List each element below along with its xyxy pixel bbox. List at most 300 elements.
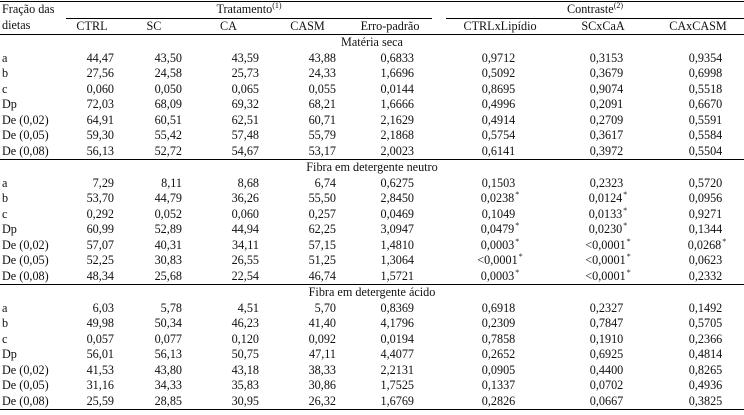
cell-value: 0,1344 (688, 222, 723, 236)
cell-value: 57,15 (308, 237, 336, 252)
treatment-cell (118, 316, 190, 332)
treatment-cell (66, 66, 118, 82)
treatment-label: Tratamento (216, 2, 273, 16)
cell-value: 0,9074 (589, 81, 624, 96)
treatment-cell (190, 82, 267, 98)
cell-value: 0,8265 (688, 362, 723, 377)
contrast-cell (554, 269, 652, 285)
row-label: De (0,05) (2, 378, 49, 392)
row-label: Dp (2, 347, 17, 361)
row-label: c (2, 81, 8, 96)
cell-value: 53,70 (86, 191, 114, 205)
treatment-cell (118, 191, 190, 207)
contrast-label: Contraste (566, 2, 614, 16)
treatment-cell (66, 238, 118, 254)
treatment-cell (190, 191, 267, 207)
treatment-cell (118, 238, 190, 254)
treatment-cell (118, 269, 190, 285)
cell-value: 2,0023 (380, 143, 414, 158)
treatment-cell (267, 363, 348, 379)
cell-value: 44,47 (86, 50, 114, 65)
cell-value: 0,4996 (481, 97, 516, 111)
contrast-cell (446, 301, 554, 317)
cell-value: 0,6998 (688, 66, 723, 80)
cell-value: 34,33 (154, 378, 182, 392)
treatment-cell (348, 113, 432, 129)
treatment-cell (190, 253, 267, 269)
cell-value: 53,17 (308, 143, 336, 158)
cell-value: 44,79 (154, 191, 182, 205)
treatment-cell (190, 176, 267, 192)
table-row (0, 207, 744, 223)
cell-value: 0,2709 (589, 112, 624, 127)
cell-value: 0,0124 (588, 191, 623, 205)
contrast-cell (652, 144, 744, 160)
contrast-cell (446, 378, 554, 394)
cell-value: 36,26 (231, 191, 259, 205)
cell-value: 59,30 (86, 128, 114, 142)
treatment-cell (190, 144, 267, 160)
cell-value: 1,6769 (380, 393, 414, 408)
treatment-cell (190, 128, 267, 144)
cell-value: 0,6833 (380, 50, 414, 65)
cell-value: 4,4077 (380, 347, 414, 361)
contrast-cell (446, 176, 554, 192)
cell-value: 41,53 (86, 362, 114, 377)
contrast-cell (652, 394, 744, 410)
contrast-cell (652, 113, 744, 129)
cell-value: 55,79 (308, 128, 336, 142)
cell-value: 0,2652 (481, 347, 516, 361)
row-label: De (0,02) (2, 237, 49, 252)
treatment-cell (118, 97, 190, 113)
treatment-cell (267, 207, 348, 223)
cell-value: 30,95 (231, 393, 259, 408)
treatment-cell (348, 347, 432, 363)
contrast-cell (554, 301, 652, 317)
treatment-cell (267, 394, 348, 410)
cell-value: 0,9712 (481, 50, 516, 65)
cell-value: 0,0469 (380, 206, 414, 221)
cell-value: 0,3153 (589, 50, 624, 65)
cell-value: 55,42 (154, 128, 182, 142)
treatment-cell (348, 378, 432, 394)
row-label: b (2, 191, 9, 205)
treatment-cell (66, 128, 118, 144)
cell-value: 0,2332 (688, 268, 723, 283)
table-body (0, 35, 744, 410)
cell-value: 1,3064 (380, 253, 414, 267)
cell-value: 0,057 (86, 331, 114, 346)
table-row (0, 301, 744, 317)
cell-value: 0,9354 (688, 50, 723, 65)
treatment-cell (267, 316, 348, 332)
cell-value: 57,48 (231, 128, 259, 142)
contrast-cell (446, 394, 554, 410)
contrast-cell (446, 347, 554, 363)
significance-marker: * (515, 221, 520, 230)
cell-value: 1,5721 (380, 268, 414, 283)
cell-value: 0,6670 (688, 97, 723, 111)
contrast-cell (652, 82, 744, 98)
contrast-cell (446, 207, 554, 223)
cell-value: 26,55 (231, 253, 259, 267)
cell-value: 30,83 (154, 253, 182, 267)
cell-value: 0,2323 (589, 175, 624, 190)
cell-value: 0,0702 (589, 378, 624, 392)
treatment-cell (267, 82, 348, 98)
row-label-line1: Fração das (2, 2, 55, 16)
treatment-cell (118, 82, 190, 98)
cell-value: 0,8369 (380, 300, 414, 315)
treatment-cell (267, 128, 348, 144)
section-header-row (0, 160, 744, 176)
contrast-cell (446, 144, 554, 160)
contrast-cell (554, 394, 652, 410)
treatment-cell (348, 97, 432, 113)
treatment-cell (267, 378, 348, 394)
cell-value: 0,0268 (687, 237, 722, 252)
treatment-cell (348, 301, 432, 317)
cell-value: 8,68 (237, 175, 259, 190)
cell-value: 56,01 (86, 347, 114, 361)
contrast-cell (652, 238, 744, 254)
row-label: Dp (2, 97, 17, 111)
cell-value: 22,54 (231, 268, 259, 283)
treatment-cell (66, 332, 118, 348)
treatment-cell (118, 332, 190, 348)
significance-marker: * (515, 236, 520, 246)
contrast-cell (446, 191, 554, 207)
table-row (0, 347, 744, 363)
treatment-cell (348, 128, 432, 144)
cell-value: 5,70 (314, 300, 336, 315)
section-header-row (0, 285, 744, 301)
section-title: Matéria seca (0, 35, 744, 51)
cell-value: 60,99 (86, 222, 114, 236)
treatment-cell (348, 191, 432, 207)
cell-value: 2,8450 (380, 191, 414, 205)
contrast-cell (554, 128, 652, 144)
cell-value: 56,13 (86, 143, 114, 158)
cell-value: 4,51 (237, 300, 259, 315)
cell-value: 0,065 (231, 81, 259, 96)
contrast-cell (554, 347, 652, 363)
cell-value: 60,51 (154, 112, 182, 127)
treatment-cell (190, 207, 267, 223)
significance-marker: * (623, 205, 628, 215)
cell-value: 0,7858 (481, 331, 516, 346)
significance-marker: * (518, 252, 523, 261)
row-label: a (2, 50, 8, 65)
cell-value: 0,060 (86, 81, 114, 96)
contrast-cell (554, 222, 652, 238)
treatment-cell (118, 144, 190, 160)
cell-value: <0,0001 (585, 237, 626, 252)
cell-value: 0,1910 (589, 331, 624, 346)
cell-value: 68,09 (154, 97, 182, 111)
contrast-cell (554, 238, 652, 254)
results-table (0, 1, 744, 410)
cell-value: 43,59 (231, 50, 259, 65)
treatment-cell (66, 394, 118, 410)
cell-value: <0,0001 (477, 253, 518, 267)
cell-value: 48,34 (86, 268, 114, 283)
table-row (0, 253, 744, 269)
cell-value: 57,07 (86, 237, 114, 252)
row-label: De (0,05) (2, 253, 49, 267)
significance-marker: * (626, 267, 631, 277)
treatment-cell (118, 207, 190, 223)
contrast-cell (446, 113, 554, 129)
cell-value: 0,6275 (380, 175, 414, 190)
section-title: Fibra em detergente ácido (0, 285, 744, 301)
treatment-cell (66, 191, 118, 207)
col-ca-x-casm: CAxCASM (669, 18, 727, 33)
cell-value: 0,2091 (589, 97, 624, 111)
cell-value: 43,88 (308, 50, 336, 65)
contrast-cell (554, 113, 652, 129)
treatment-cell (118, 176, 190, 192)
cell-value: 52,72 (154, 143, 182, 158)
cell-value: <0,0001 (585, 268, 626, 283)
treatment-cell (190, 394, 267, 410)
cell-value: 0,0623 (688, 253, 723, 267)
cell-value: 0,3825 (688, 393, 723, 408)
contrast-cell (446, 128, 554, 144)
row-label: a (2, 175, 8, 190)
cell-value: 7,29 (92, 175, 114, 190)
treatment-cell (348, 222, 432, 238)
row-label: c (2, 331, 8, 346)
cell-value: 0,5092 (481, 66, 516, 80)
contrast-cell (652, 316, 744, 332)
contrast-cell (554, 176, 652, 192)
contrast-cell (554, 253, 652, 269)
cell-value: 0,0667 (589, 393, 624, 408)
cell-value: 0,5720 (688, 175, 723, 190)
contrast-cell (554, 51, 652, 67)
treatment-cell (66, 301, 118, 317)
cell-value: 27,56 (86, 66, 114, 80)
contrast-cell (446, 82, 554, 98)
row-label: a (2, 300, 8, 315)
table-row (0, 269, 744, 285)
cell-value: 50,34 (154, 316, 182, 330)
cell-value: 1,6696 (380, 66, 414, 80)
contrast-cell (652, 363, 744, 379)
row-label: De (0,08) (2, 393, 49, 408)
treatment-cell (66, 51, 118, 67)
cell-value: 44,94 (231, 222, 259, 236)
cell-value: 0,0905 (481, 362, 516, 377)
treatment-cell (267, 347, 348, 363)
treatment-cell (267, 66, 348, 82)
treatment-cell (348, 332, 432, 348)
cell-value: 0,0956 (688, 191, 723, 205)
contrast-cell (652, 176, 744, 192)
contrast-cell (446, 51, 554, 67)
cell-value: 0,0194 (380, 331, 414, 346)
treatment-cell (267, 113, 348, 129)
treatment-cell (267, 176, 348, 192)
treatment-cell (190, 238, 267, 254)
treatment-cell (348, 253, 432, 269)
cell-value: 0,5705 (688, 316, 723, 330)
cell-value: 43,18 (231, 362, 259, 377)
cell-value: 0,4936 (688, 378, 723, 392)
significance-marker: * (626, 236, 631, 246)
cell-value: 60,71 (308, 112, 336, 127)
cell-value: 0,077 (154, 331, 182, 346)
significance-marker: * (515, 267, 520, 277)
treatment-cell (348, 51, 432, 67)
treatment-cell (118, 66, 190, 82)
contrast-cell (446, 238, 554, 254)
treatment-cell (267, 269, 348, 285)
treatment-cell (118, 394, 190, 410)
contrast-cell (652, 191, 744, 207)
cell-value: 35,83 (231, 378, 259, 392)
treatment-cell (118, 222, 190, 238)
cell-value: 62,51 (231, 112, 259, 127)
contrast-cell (446, 222, 554, 238)
cell-value: 25,59 (86, 393, 114, 408)
contrast-cell (652, 51, 744, 67)
col-sc-x-caa: SCxCaA (581, 18, 625, 33)
cell-value: 40,31 (154, 237, 182, 252)
cell-value: 34,11 (232, 237, 259, 252)
treatment-cell (118, 378, 190, 394)
contrast-cell (652, 66, 744, 82)
treatment-cell (348, 238, 432, 254)
cell-value: 0,1503 (481, 175, 516, 190)
treatment-cell (66, 176, 118, 192)
cell-value: 6,03 (92, 300, 114, 315)
contrast-cell (446, 332, 554, 348)
cell-value: 3,0947 (380, 222, 414, 236)
row-label: De (0,08) (2, 268, 49, 283)
treatment-cell (118, 301, 190, 317)
treatment-cell (66, 347, 118, 363)
treatment-cell (190, 301, 267, 317)
contrast-cell (554, 363, 652, 379)
cell-value: 25,73 (231, 66, 259, 80)
cell-value: 0,0144 (380, 81, 414, 96)
treatment-cell (190, 97, 267, 113)
cell-value: 0,3617 (589, 128, 624, 142)
treatment-cell (348, 144, 432, 160)
table-row (0, 82, 744, 98)
cell-value: 0,0133 (588, 206, 623, 221)
cell-value: 0,1337 (481, 378, 516, 392)
cell-value: 8,11 (161, 175, 182, 190)
table-row (0, 51, 744, 67)
table-row (0, 238, 744, 254)
cell-value: 0,052 (154, 206, 182, 221)
table-row (0, 394, 744, 410)
contrast-cell (554, 144, 652, 160)
contrast-cell (554, 378, 652, 394)
cell-value: 49,98 (86, 316, 114, 330)
contrast-cell (554, 66, 652, 82)
table-row (0, 191, 744, 207)
cell-value: 2,1629 (380, 112, 414, 127)
cell-value: 72,03 (86, 97, 114, 111)
cell-value: 1,7525 (380, 378, 414, 392)
treatment-cell (66, 222, 118, 238)
treatment-cell (190, 222, 267, 238)
table-row (0, 222, 744, 238)
contrast-cell (554, 332, 652, 348)
treatment-cell (267, 238, 348, 254)
cell-value: 25,68 (154, 268, 182, 283)
table-row (0, 66, 744, 82)
cell-value: 0,050 (154, 81, 182, 96)
treatment-cell (190, 347, 267, 363)
cell-value: 28,85 (154, 393, 182, 408)
col-erro-padrao: Erro-padrão (360, 18, 420, 33)
row-label: c (2, 206, 8, 221)
treatment-cell (348, 394, 432, 410)
cell-value: 0,3972 (589, 143, 624, 158)
treatment-cell (66, 97, 118, 113)
treatment-cell (190, 51, 267, 67)
significance-marker: * (515, 190, 520, 199)
cell-value: 24,33 (308, 66, 336, 80)
cell-value: 0,9271 (688, 206, 723, 221)
cell-value: 55,50 (308, 191, 336, 205)
treatment-cell (66, 378, 118, 394)
table-row (0, 378, 744, 394)
treatment-cell (267, 222, 348, 238)
cell-value: 0,4814 (688, 347, 723, 361)
cell-value: 0,2309 (481, 316, 516, 330)
cell-value: 0,2366 (688, 331, 723, 346)
col-ctrl-x-lipidio: CTRLxLipídio (463, 18, 537, 33)
contrast-group-header (446, 2, 744, 19)
header-row-1 (0, 2, 744, 19)
cell-value: 0,5504 (688, 143, 723, 158)
cell-value: 6,74 (314, 175, 336, 190)
treatment-cell (190, 269, 267, 285)
row-label: De (0,08) (2, 143, 49, 158)
cell-value: 0,8695 (481, 81, 516, 96)
cell-value: 0,1492 (688, 300, 723, 315)
treatment-cell (267, 332, 348, 348)
treatment-cell (348, 207, 432, 223)
contrast-note: (2) (613, 1, 624, 10)
contrast-cell (554, 191, 652, 207)
col-ctrl: CTRL (76, 18, 108, 33)
treatment-cell (348, 176, 432, 192)
cell-value: 4,1796 (380, 316, 414, 330)
contrast-cell (446, 253, 554, 269)
treatment-cell (118, 128, 190, 144)
treatment-cell (267, 51, 348, 67)
cell-value: <0,0001 (585, 253, 626, 267)
row-label-line2: dietas (2, 17, 31, 32)
contrast-cell (652, 269, 744, 285)
contrast-cell (652, 128, 744, 144)
cell-value: 0,2327 (589, 300, 624, 315)
cell-value: 0,257 (308, 206, 336, 221)
significance-marker: * (623, 190, 628, 199)
cell-value: 51,25 (308, 253, 336, 267)
treatment-cell (190, 378, 267, 394)
col-casm: CASM (290, 18, 325, 33)
table-row (0, 363, 744, 379)
